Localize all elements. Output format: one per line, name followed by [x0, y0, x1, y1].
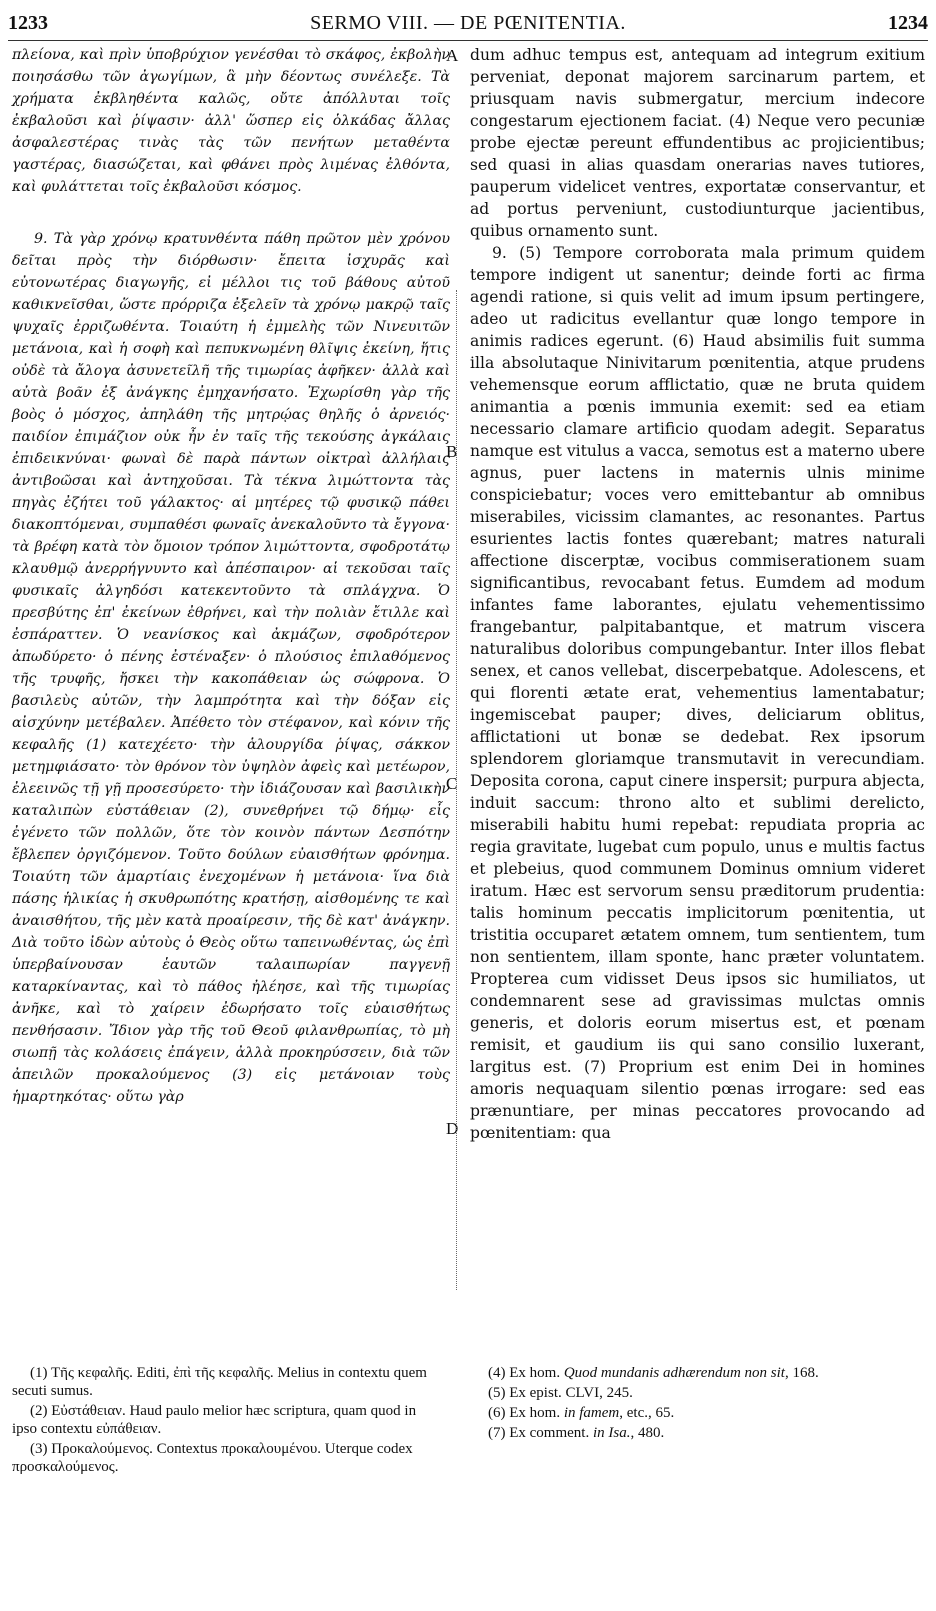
footnote-text: , 480.: [630, 1425, 665, 1441]
footnote-text: (7) Ex comment.: [488, 1425, 593, 1441]
footnote-text: (4) Ex hom.: [488, 1365, 564, 1381]
greek-paragraph: 9. Τὰ γὰρ χρόνῳ κρατυνθέντα πάθη πρῶτον μὲν χρόνου δεῖται πρὸς τὴν διόρθωσιν· ἔπειτα ἰσχυρᾶς καὶ εὐτονωτέρας διαγωγῆς, εἰ μέλλοι τις τοῦ βάθους αὐτοῦ καθικνεῖσθαι, ὥστε πρόρριζα ἐξελεῖν τὰ χρόνῳ μακρῷ ταῖς ψυχαῖς ἐρριζωθέντα. Τοιαύτη ἡ ἐμμελὴς τῶν Νινευιτῶν μετάνοια, καὶ ἡ σοφὴ καὶ πεπυκνωμένη θλῖψις ἐκείνη, ἥτις οὐδὲ τὰ ἄλογα ἀσυνετεῖλῆ τῆς τιμωρίας ἀφῆκεν· ἀλλὰ καὶ αὐτὰ βοᾶν ἐξ ἀνάγκης ἐμηχανήσατο. Ἐχωρίσθη γὰρ τῆς βοὸς ὁ μόσχος, ἀπηλάθη τῆς μητρῴας θηλῆς ὁ ἀρνειός· παιδίον ἐπιμάζιον οὐκ ἦν ἐν ταῖς τῆς τεκούσης ἀγκάλαις ἐπιδεικνύναι· φωναὶ δὲ παρὰ πάντων οἰκτραὶ ἀλλήλαις ἀντιβοῶσαι καὶ ἀντηχοῦσαι. Τὰ τέκνα λιμώττοντα τὰς πηγὰς ἐζήτει τοῦ γάλακτος· αἱ μητέρες τῷ φυσικῷ πάθει διακοπτόμεναι, συμπαθέσι φωναῖς ἀνεκαλοῦντο τὰ ἔγγονα· τὰ βρέφη κατὰ τὸν ὅμοιον τρόπον λιμώττοντα, σφοδροτάτῳ κλαυθμῷ ἀνερρήγνυντο καὶ ἀπέσπαιρον· αἱ τεκοῦσαι ταῖς φυσικαῖς ἀλγηδόσι κατεκεντοῦντο τὰ σπλάγχνα. Ὁ πρεσβύτης ἐπ' ἐκείνων ἐθρήνει, καὶ τὴν πολιὰν ἔτιλλε καὶ ἐσπάραττεν. Ὁ νεανίσκος καὶ ἀκμάζων, σφοδρότερον ἀπωδύρετο· ὁ πένης ἐστέναξεν· ὁ πλούσιος ἐπιλαθόμενος τῆς τρυφῆς, ἤσκει τὴν κακοπάθειαν ὡς σώφρονα. Ὁ βασιλεὺς αὐτῶν, τὴν λαμπρότητα καὶ τὴν δόξαν εἰς αἰσχύνην μετέβαλεν. Ἀπέθετο τὸν στέφανον, καὶ κόνιν τῆς κεφαλῆς (1) κατεχέετο· τὴν ἁλουργίδα ῥίψας, σάκκον μετημφιάσατο· τὸν θρόνον τὸν ὑψηλὸν ἀφεὶς καὶ μετέωρον, ἐλεεινῶς τῇ γῇ προσεσύρετο· τὴν ἰδιάζουσαν καὶ βασιλικὴν καταλιπὼν εὐστάθειαν (2), συνεθρήνει τῷ δήμῳ· εἷς ἐγένετο τῶν πολλῶν, ὅτε τὸν κοινὸν πάντων Δεσπότην ἔβλεπεν ὀργιζόμενον. Τοῦτο δούλων εὐαισθήτων φρόνημα. Τοιαύτη τῶν ἁμαρτίαις ἐνεχομένων ἡ μετάνοια· ἵνα διὰ πάσης ἡλικίας ἡ σκυθρωπότης κρατήσῃ, αἰσθομένης τε καὶ ἀναισθήτου, τῆς μὲν κατὰ προαίρεσιν, τῆς δὲ κατ' ἀνάγκην. Διὰ τοῦτο ἰδὼν αὐτοὺς ὁ Θεὸς οὕτω ταπεινωθέντας, ὡς ἐπὶ ὑπερβαίνουσαν ἑαυτῶν ταλαιπωρίαν παγγενῇ καταρκίναντας, καὶ τὸ πάθος ἠλέησε, καὶ τῆς τιμωρίας ἀνῆκε, καὶ τὸ χαίρειν ἐδωρήσατο τοῖς εὐαισθήτως πενθήσασιν. Ἴδιον γὰρ τῆς τοῦ Θεοῦ φιλανθρωπίας, τὸ μὴ σιωπῇ τὰς κολάσεις ἐπάγειν, ἀλλὰ προκηρύσσειν, διὰ τῶν ἀπειλῶν προκαλούμενος (3) εἰς μετάνοιαν τοὺς ἡμαρτηκότας· οὕτω γὰρ: [12, 231, 450, 1105]
footnote-text: (6) Ex hom.: [488, 1405, 564, 1421]
page-number-right: 1234: [888, 12, 928, 34]
footnote: [470, 1424, 925, 1442]
footnote-text: , etc., 65.: [619, 1405, 675, 1421]
greek-paragraph: πλείονα, καὶ πρὶν ὑποβρύχιον γενέσθαι τὸ σκάφος, ἐκβολὴν ποιησάσθω τῶν ἀγωγίμων, ἃ μὴν δέοντως συνέλεξε. Τὰ χρήματα ἐκβληθέντα καλῶς, οὔτε ἀπόλλυται τοῖς ἐκβαλοῦσι καὶ ῥίψασιν· ἀλλ' ὥσπερ εἰς ὁλκάδας ἄλλας ἀσφαλεστέρας τινὰς τὰς τῶν πενήτων μεταθέντα γαστέρας, διασώζεται, καὶ φθάνει πρὸς λιμένας ἐλθόντα, καὶ φυλάττεται τοῖς ἐκβαλοῦσι κόσμος.: [12, 47, 450, 195]
margin-marker-b: B: [446, 442, 458, 461]
page-number-left: 1233: [8, 12, 48, 34]
latin-paragraph: dum adhuc tempus est, antequam ad integrum exitium perveniat, deponat majorem sarcinarum partem, et priusquam navis submergatur, mercium indecore congestarum ejectionem faciat. (4) Neque vero pecuniæ probe ejectæ pereunt effundentibus ac projicientibus; sed quasi in alias quasdam onerarias naves tutiores, pauperum videlicet ventres, exportatæ conservantur, et ad portus perveniunt, custodiunturque jacientibus, quibus ornamento sunt.: [470, 46, 925, 240]
footnotes-right: [470, 1364, 925, 1444]
margin-marker-d: D: [446, 1119, 459, 1138]
greek-column: [12, 44, 450, 1108]
footnote-italic: in famem: [563, 1405, 620, 1421]
footnote-text: (5) Ex epist. CLVI, 245.: [488, 1385, 633, 1401]
footnote: [470, 1364, 925, 1382]
margin-marker-a: A: [446, 46, 459, 65]
margin-marker-c: C: [446, 774, 458, 793]
footnote: [470, 1384, 925, 1402]
footnote: (2) Εὐστάθειαν. Haud paulo melior hæc scriptura, quam quod in ipso contextu εὐπάθειαν.: [12, 1403, 417, 1437]
footnote: (1) Τῆς κεφαλῆς. Editi, ἐπὶ τῆς κεφαλῆς. Melius in contextu quem secuti sumus.: [12, 1365, 427, 1399]
page-header: [8, 12, 928, 42]
footnote-italic: in Isa.: [592, 1425, 631, 1441]
footnote-text: , 168.: [784, 1365, 819, 1381]
footnote-italic: Quod mundanis adhærendum non sit: [563, 1365, 785, 1381]
latin-paragraph: 9. (5) Tempore corroborata mala primum quidem tempore indigent ut sanentur; deinde forti ac firma agendi ratione, si quis velit ad imum ipsum pertingere, adeo ut radicitus evellantur quæ longo tempore in animis radices egerunt. (6) Haud absimilis fuit summa illa absolutaque Ninivitarum pœnitentia, atque prudens vehemensque eorum afflictatio, quæ ne bruta quidem animantia a pœnis immunia exemit: sed ea etiam necessario clamare artificio quodam adegit. Separatus namque est vitulus a vacca, semotus est a materno ubere agnus, puer lactens in maternis ulnis minime conspiciebatur; voces vero emittebantur ab omnibus miserabiles, vicissim clamantes, ac resonantes. Partus esurientes lactis fontes quærebant; matres naturali affectione discerptæ, vocibus commiserationem suam significantibus, revocabant fetus. Eumdem ad modum infantes fame laborantes, ejulatu vehementissimo frangebantur, palpitabantque, et matrum viscera naturalibus doloribus compungebantur. Inter illos flebat senex, et canos vellebat, discerpebatque. Adolescens, et qui florenti ætate erat, vehementius lamentabatur; ingemiscebat pauper; dives, deliciarum oblitus, afflictationi ut bonæ se dedebat. Rex ipsorum splendorem gloriamque transmutavit in verecundiam. Deposita corona, caput cinere inspersit; purpura abjecta, induit saccum: throno alto et sublimi derelicto, miserabili habitu humi repebat: repudiata propria ac regia gravitate, lugebat cum populo, unus e multis factus et plebeius, quod communem Dominus omnium videret iratum. Hæc est servorum sensu præditorum prudentia: talis hominum peccatis implicitorum pœnitentia, ut tristitia occuparet ætatem omnem, tum sentientem, tum non sentientem, illam sponte, hanc præter voluntatem. Propterea cum vidisset Deus ipsos sic humiliatos, ut condemnarent sese ad gravissimas mulctas omnis generis, et doloris eorum misertus est, et pœnam remisit, et gaudium iis qui sano consilio luxerant, largitus est. (7) Proprium est enim Dei in homines amoris nequaquam silentio pœnas irrogare: sed eas prænuntiare, per minas peccatores provocando ad pœnitentiam: qua: [470, 244, 925, 1142]
footnote: [470, 1404, 925, 1422]
footnotes-left: [12, 1364, 442, 1478]
margin-markers: [440, 44, 464, 1344]
column-divider: [456, 290, 459, 1290]
footnote: (3) Προκαλούμενος. Contextus προκαλουμένου. Uterque codex προσκαλούμενος.: [12, 1441, 413, 1475]
latin-column: [470, 44, 925, 1144]
header-rule: [8, 40, 928, 41]
running-title: SERMO VIII. — DE PŒNITENTIA.: [310, 12, 626, 34]
